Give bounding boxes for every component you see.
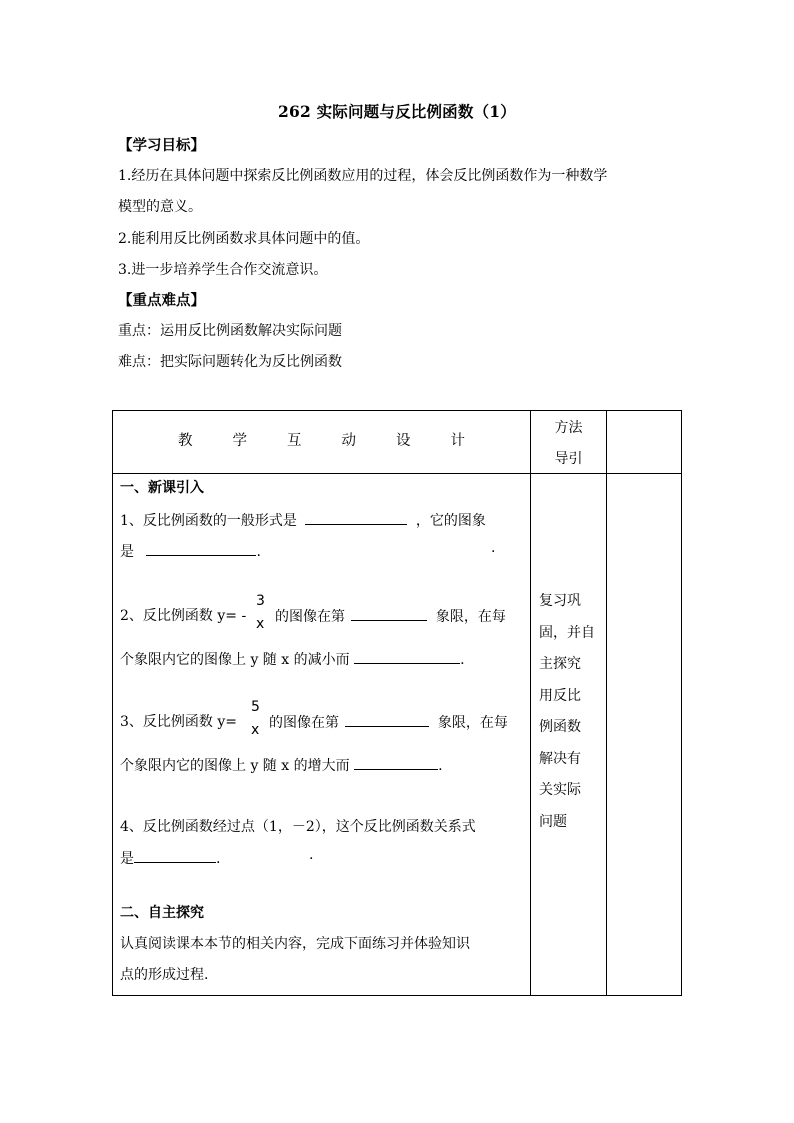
header-char: 教: [178, 433, 193, 449]
question-4-line-2: [120, 847, 220, 868]
table-header-design: [113, 411, 531, 474]
section-2-line-2: 点的形成过程.: [120, 967, 209, 983]
method-line: 解决有: [539, 750, 581, 767]
difficulty-point: 难点：把实际问题转化为反比例函数: [118, 354, 342, 370]
q2-text-b: 的图像在第: [275, 609, 345, 625]
header-char: 互: [287, 433, 302, 449]
objective-1-line-1: 1.经历在具体问题中探索反比例函数应用的过程，体会反比例函数作为一种数学: [118, 168, 608, 184]
question-2-line-1: [120, 605, 246, 625]
method-line: 主探究: [539, 656, 581, 672]
key-points-heading: 【重点难点】: [118, 292, 205, 309]
q1-dot: .: [256, 544, 261, 560]
header-char: 学: [232, 433, 247, 449]
q3-blank-1[interactable]: [345, 711, 429, 727]
header-char: 设: [396, 433, 411, 449]
objective-3: 3.进一步培养学生合作交流意识。: [118, 262, 328, 278]
q4-trailing-dot: .: [309, 847, 314, 863]
q2-blank-1[interactable]: [351, 605, 427, 621]
question-2-line-2: [120, 648, 465, 669]
lesson-table: [112, 410, 682, 996]
question-1-line-2: [120, 540, 261, 561]
question-3-line-2: [120, 754, 443, 775]
method-line: 关实际: [539, 782, 581, 798]
method-guide-cell: [531, 474, 607, 996]
q3-text-c: 象限，在每: [437, 715, 508, 731]
header-text: [113, 429, 530, 450]
q3-denominator: x: [251, 722, 260, 738]
section-2-title: 二、自主探究: [120, 905, 204, 921]
q1-text-a: 1、反比例函数的一般形式是: [120, 513, 297, 529]
q3-blank-2[interactable]: [354, 754, 438, 770]
q3-text-d: 个象限内它的图像上 y 随 x 的增大而: [120, 758, 350, 774]
q2-text-a: 2、反比例函数 y= -: [120, 608, 247, 624]
section-2-line-1: 认真阅读课本本节的相关内容，完成下面练习并体验知识: [120, 936, 470, 952]
table-header-empty: [607, 411, 682, 474]
q1-text-b: ，它的图象: [415, 513, 486, 529]
empty-notes-cell: [607, 474, 682, 996]
header-char: 计: [450, 433, 465, 449]
q1-trailing-dot: .: [491, 540, 496, 556]
method-line: 复习巩: [539, 593, 581, 609]
page-title: 262 实际问题与反比例函数（1）: [278, 102, 516, 121]
method-line: 例函数: [539, 719, 581, 735]
q2-numerator: 3: [256, 593, 265, 609]
q4-dot: .: [216, 851, 221, 867]
q2-text-c: 象限，在每: [435, 609, 506, 625]
method-line: 用反比: [539, 687, 581, 704]
q3-text-b: 的图像在第: [269, 715, 339, 731]
section-1-title: 一、新课引入: [120, 480, 204, 496]
q2-dot: .: [460, 652, 465, 668]
question-3-line-1b: [269, 711, 508, 732]
header-char: 动: [341, 433, 356, 449]
method-header-line-2: 导引: [554, 451, 583, 467]
key-point: 重点：运用反比例函数解决实际问题: [118, 323, 342, 339]
method-line: 固，并自: [539, 624, 595, 641]
objective-2: 2.能利用反比例函数求具体问题中的值。: [118, 231, 370, 247]
question-2-line-1b: [275, 605, 506, 626]
table-header-method: [531, 411, 607, 474]
objective-1-line-2: 模型的意义。: [118, 199, 202, 215]
q2-blank-2[interactable]: [354, 648, 460, 664]
question-3-line-1: [120, 711, 237, 731]
q3-text-a: 3、反比例函数 y=: [120, 714, 237, 730]
objectives-heading: 【学习目标】: [118, 137, 205, 154]
method-line: 问题: [539, 813, 567, 830]
method-header-line-1: 方法: [554, 420, 583, 436]
q3-numerator: 5: [251, 699, 260, 715]
q1-text-c: 是: [120, 544, 134, 560]
q1-blank-2[interactable]: [146, 540, 256, 556]
q1-blank-1[interactable]: [305, 509, 407, 525]
q2-text-d: 个象限内它的图像上 y 随 x 的减小而: [120, 652, 350, 668]
q4-blank[interactable]: [134, 847, 216, 863]
question-4-line-1: 4、反比例函数经过点（1，－2），这个反比例函数关系式: [120, 819, 476, 835]
question-1-line-1: [120, 509, 486, 530]
q3-dot: .: [438, 758, 443, 774]
q4-text-b: 是: [120, 851, 134, 867]
q2-denominator: x: [256, 616, 265, 632]
design-content-cell: [113, 474, 531, 996]
